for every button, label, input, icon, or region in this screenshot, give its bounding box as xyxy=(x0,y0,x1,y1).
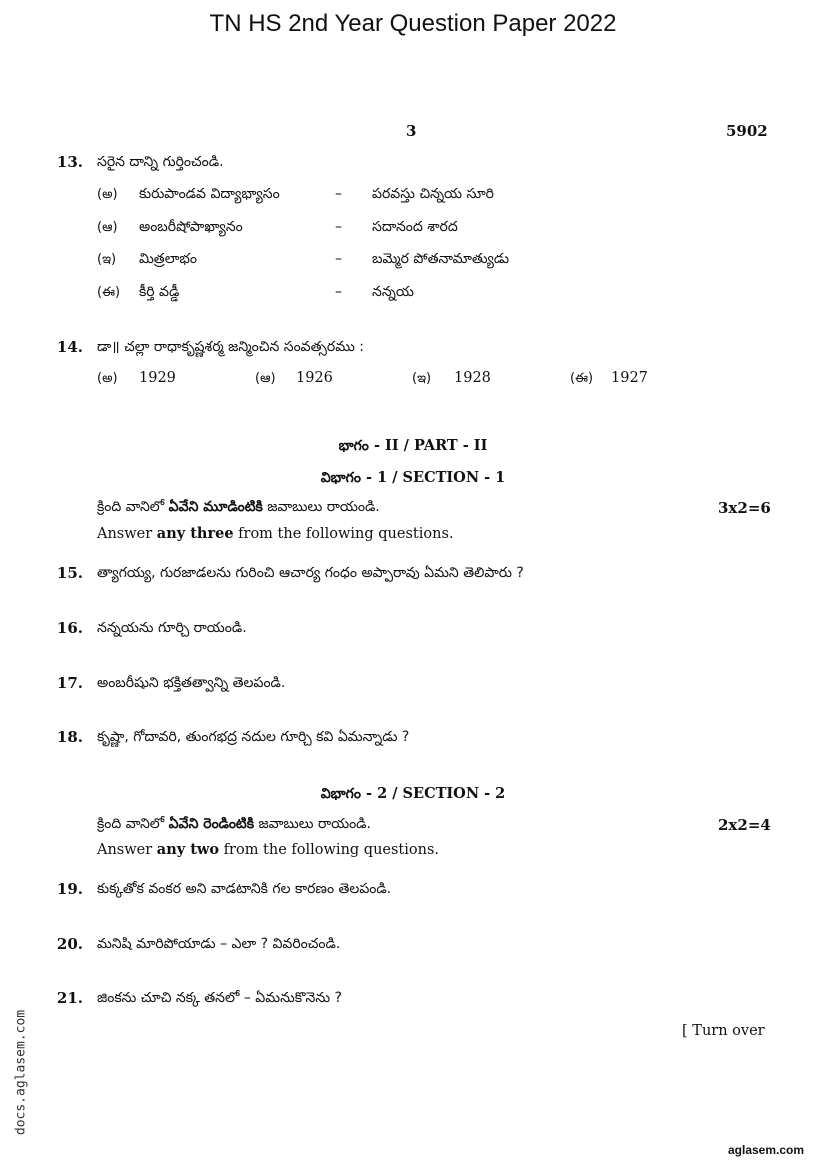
section-1-instruction-telugu xyxy=(97,499,380,518)
match-right: నన్నయ xyxy=(372,284,414,300)
section-1-instruction-english xyxy=(97,525,454,542)
question-16-text: నన్నయను గూర్చి రాయండి. xyxy=(97,620,247,636)
instruction-text: క్రింది వానిలో xyxy=(97,499,169,515)
match-dash: – xyxy=(335,219,342,235)
question-number-21: 21. xyxy=(56,989,83,1007)
part-heading-english: - II / PART - II xyxy=(368,437,488,454)
instruction-text: Answer xyxy=(97,526,157,542)
section-heading-telugu: విభాగం xyxy=(320,786,361,802)
instruction-text: జవాబులు రాయండి. xyxy=(262,499,380,515)
question-20-text: మనిషి మారిపోయాడు – ఎలా ? వివరించండి. xyxy=(97,936,341,952)
section-2-marks: 2x2=4 xyxy=(718,816,771,834)
option-letter: (అ) xyxy=(97,371,118,386)
question-18-text: కృష్ణా, గోదావరి, తుంగభద్ర నదుల గూర్చి కవి ఏమన్నాడు ? xyxy=(97,729,410,745)
section-2-instruction-telugu xyxy=(97,816,371,835)
match-dash: – xyxy=(335,251,342,267)
option-letter: (ఆ) xyxy=(255,371,276,386)
turn-over-note: [ Turn over xyxy=(682,1023,765,1039)
instruction-text: క్రింది వానిలో xyxy=(97,816,169,832)
question-15-text: త్యాగయ్య, గురజాడలను గురించి ఆచార్య గంధం అప్పారావు ఏమని తెలిపారు ? xyxy=(97,565,524,581)
section-1-heading xyxy=(0,467,826,489)
part-heading xyxy=(0,435,826,457)
question-number-20: 20. xyxy=(56,935,83,953)
footer-site-link[interactable]: aglasem.com xyxy=(728,1143,805,1157)
match-left: కీర్తి వడ్డీ xyxy=(139,284,180,300)
option-value: 1926 xyxy=(296,370,333,386)
question-number-17: 17. xyxy=(56,674,83,692)
match-right: పరవస్తు చిన్నయ సూరి xyxy=(372,186,494,202)
section-2-instruction-english xyxy=(97,841,439,858)
question-19-text: కుక్కతోక వంకర అని వాడటానికి గల కారణం తెలపండి. xyxy=(97,881,392,897)
option-value: 1928 xyxy=(454,370,491,386)
question-number-18: 18. xyxy=(56,728,83,746)
paper-code: 5902 xyxy=(726,122,768,140)
option-letter: (ఈ) xyxy=(570,371,594,386)
match-right: సదానంద శారద xyxy=(372,219,458,235)
page-number: 3 xyxy=(406,122,417,140)
match-left: కురుపాండవ విద్యాభ్యాసం xyxy=(139,186,280,202)
match-dash: – xyxy=(335,284,342,300)
question-number-13: 13. xyxy=(56,153,83,171)
match-left: అంబరీషోపాఖ్యానం xyxy=(139,219,243,235)
question-number-15: 15. xyxy=(56,564,83,582)
question-number-14: 14. xyxy=(56,338,83,356)
section-heading-english: - 1 / SECTION - 1 xyxy=(360,469,506,486)
instruction-emphasis: any three xyxy=(156,525,234,542)
instruction-text: from the following questions. xyxy=(233,526,454,542)
question-21-text: జింకను చూచి నక్క తనలో – ఏమనుకొనెను ? xyxy=(97,990,342,1006)
instruction-text: from the following questions. xyxy=(219,842,440,858)
option-letter: (ఈ) xyxy=(97,285,121,300)
question-number-19: 19. xyxy=(56,880,83,898)
instruction-text: Answer xyxy=(97,842,157,858)
instruction-emphasis: ఏవేని రెండింటికి xyxy=(168,816,255,832)
section-heading-telugu: విభాగం xyxy=(320,470,361,486)
section-heading-english: - 2 / SECTION - 2 xyxy=(360,785,506,802)
match-dash: – xyxy=(335,186,342,202)
question-number-16: 16. xyxy=(56,619,83,637)
option-letter: (ఇ) xyxy=(412,371,432,386)
side-watermark: docs.aglasem.com xyxy=(13,1009,29,1136)
part-heading-telugu: భాగం xyxy=(338,438,369,454)
question-14-text: డా॥ చల్లా రాధాకృష్ణశర్మ జన్మించిన సంవత్సరము : xyxy=(97,339,365,355)
instruction-emphasis: ఏవేని మూడింటికి xyxy=(168,499,263,515)
match-right: బమ్మెర పోతనామాత్యుడు xyxy=(372,251,510,267)
option-value: 1929 xyxy=(139,370,176,386)
option-letter: (ఆ) xyxy=(97,220,118,235)
option-value: 1927 xyxy=(611,370,648,386)
document-title: TN HS 2nd Year Question Paper 2022 xyxy=(209,10,617,37)
section-1-marks: 3x2=6 xyxy=(718,499,771,517)
question-13-text: సరైన దాన్ని గుర్తించండి. xyxy=(97,154,224,170)
match-left: మిత్రలాభం xyxy=(139,251,197,267)
option-letter: (అ) xyxy=(97,187,118,202)
section-2-heading xyxy=(0,783,826,805)
question-17-text: అంబరీషుని భక్తితత్వాన్ని తెలపండి. xyxy=(97,675,286,691)
instruction-emphasis: any two xyxy=(156,841,220,858)
instruction-text: జవాబులు రాయండి. xyxy=(254,816,371,832)
option-letter: (ఇ) xyxy=(97,252,117,267)
